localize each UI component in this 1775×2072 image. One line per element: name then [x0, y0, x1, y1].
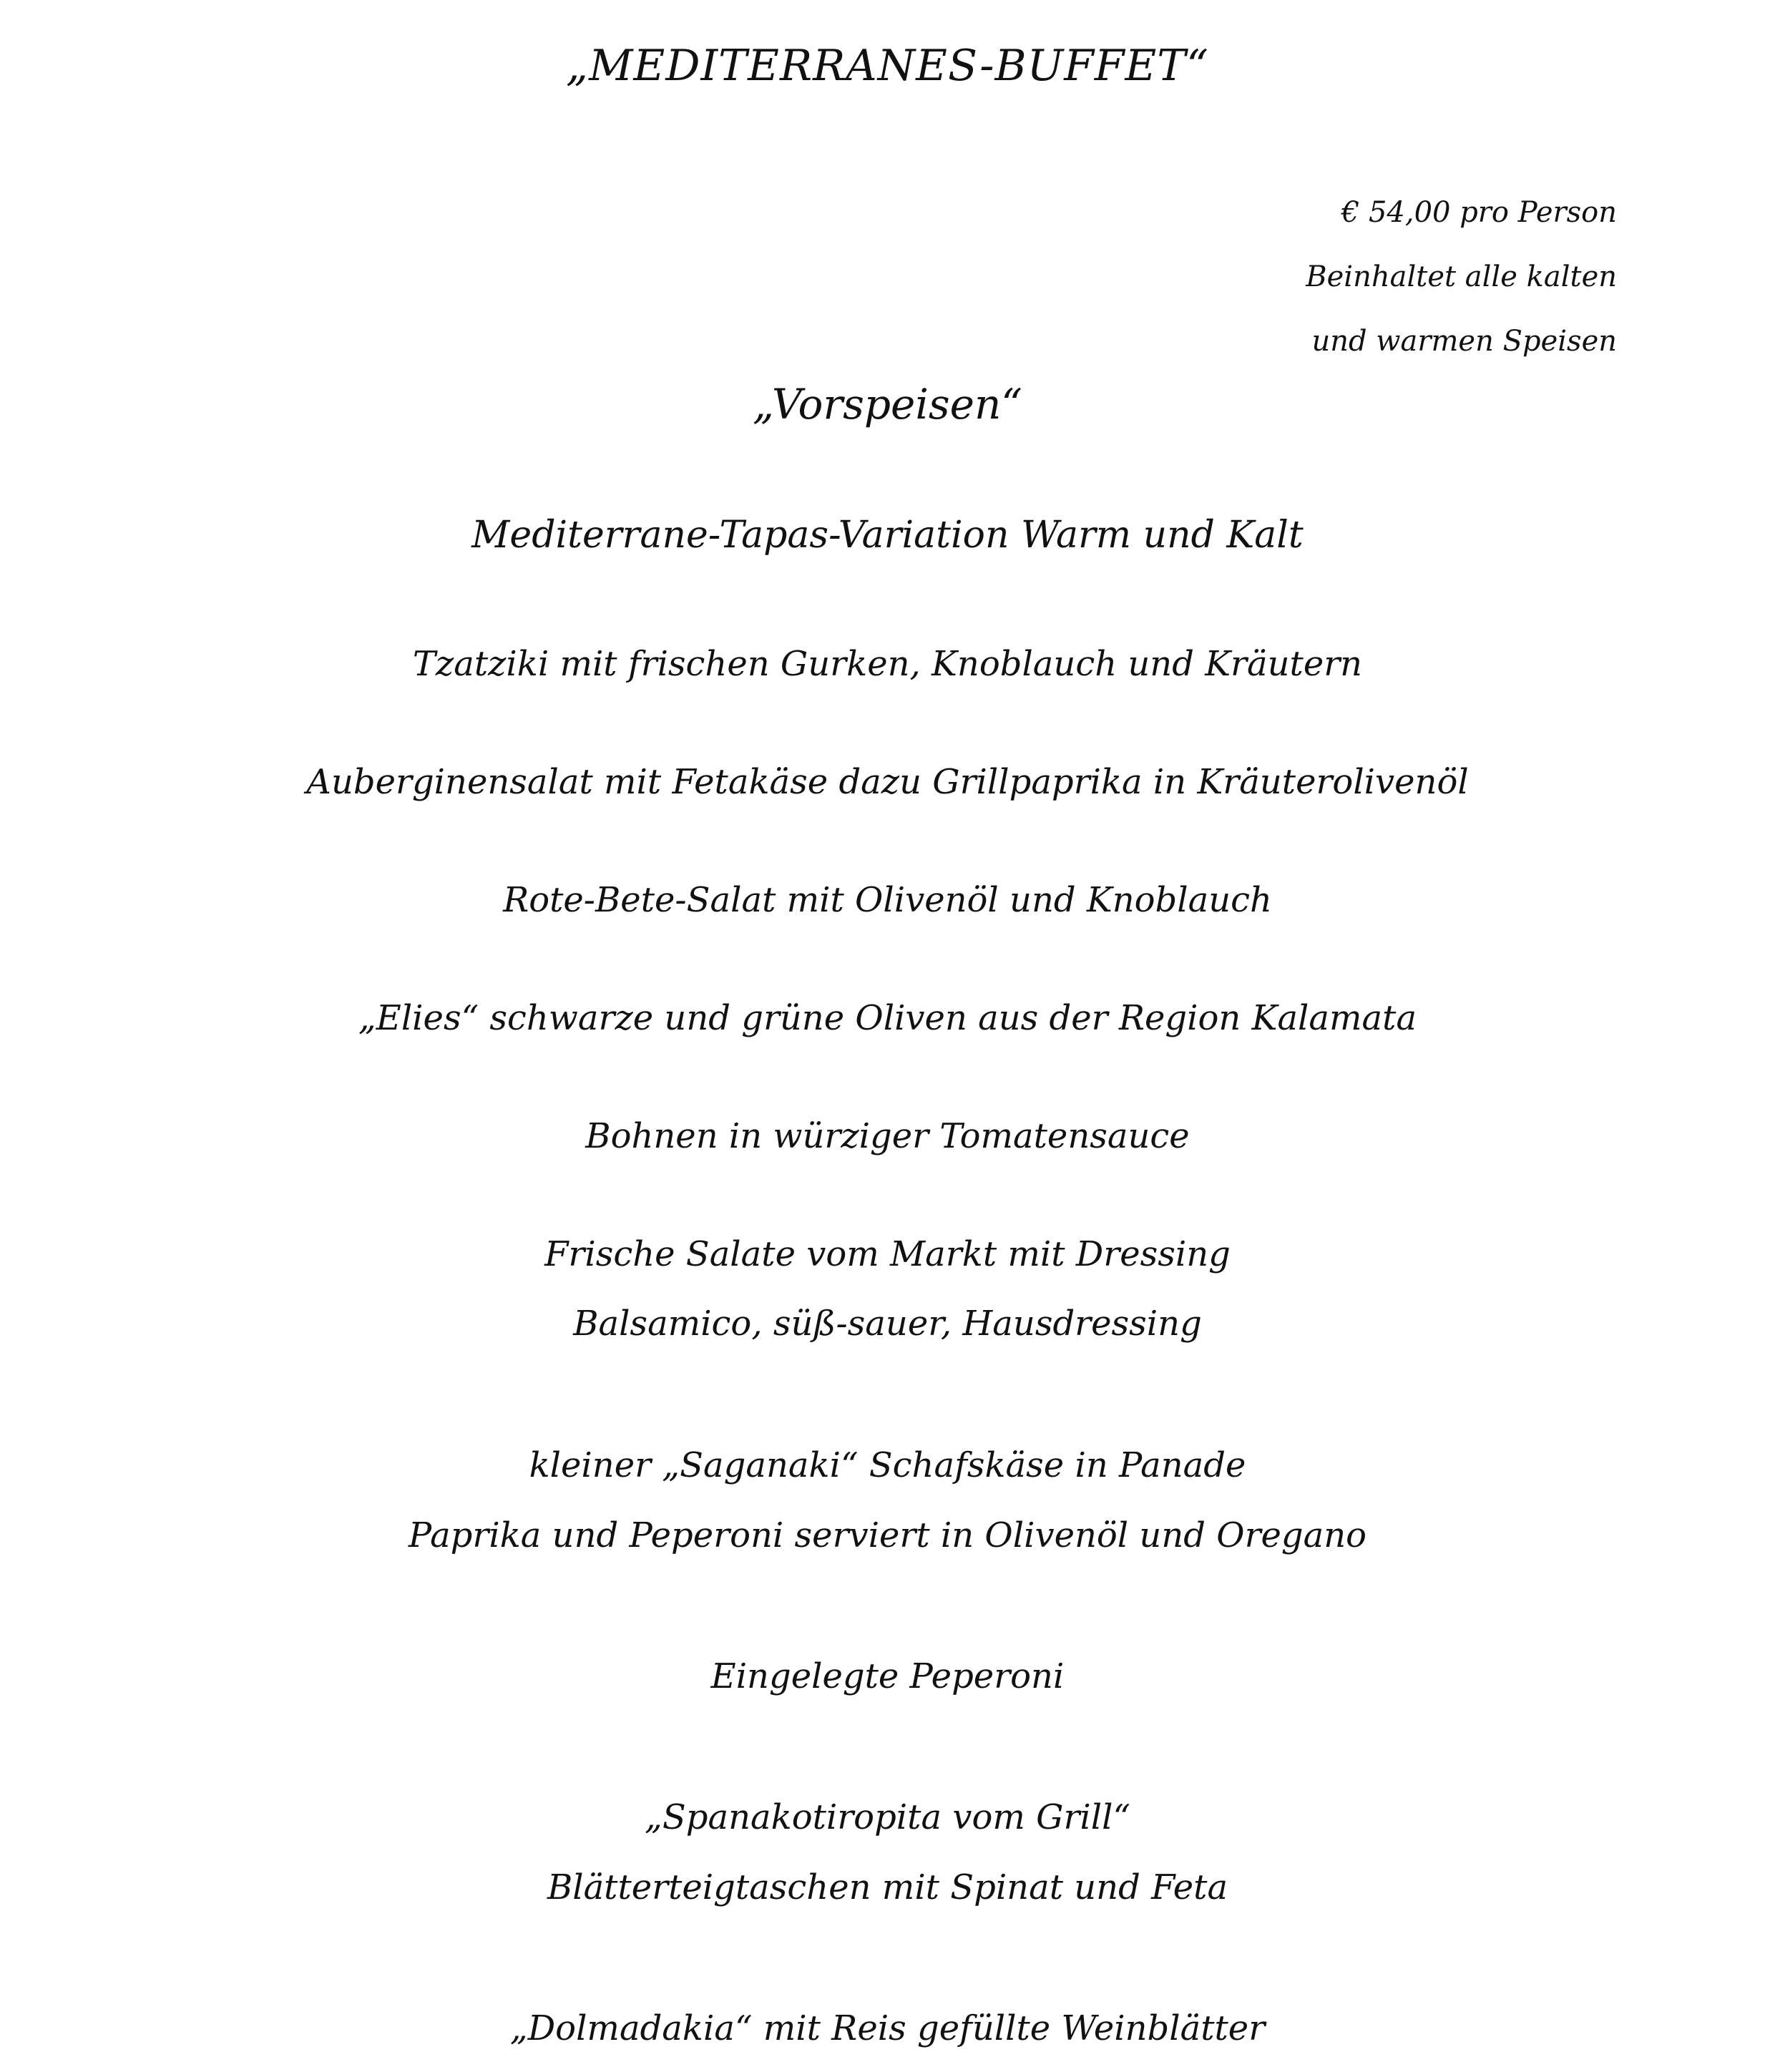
menu-item: „Elies“ schwarze und grüne Oliven aus der Region Kalamata — [358, 998, 1417, 1038]
price-block — [1306, 180, 1617, 373]
menu-item: Tzatziki mit frischen Gurken, Knoblauch und Kräutern — [412, 644, 1363, 684]
menu-item-detail: Blätterteigtaschen mit Spinat und Feta — [547, 1867, 1228, 1907]
section-title-vorspeisen: „Vorspeisen“ — [753, 380, 1022, 429]
price-note-line-1: Beinhaltet alle kalten — [1306, 260, 1617, 293]
menu-item: „Spanakotiropita vom Grill“ — [644, 1797, 1130, 1837]
menu-title: „MEDITERRANES-BUFFET“ — [566, 41, 1209, 91]
menu-item: Frische Salate vom Markt mit Dressing — [544, 1234, 1231, 1274]
menu-item-detail: Paprika und Peperoni serviert in Olivenöl und Oregano — [408, 1515, 1367, 1555]
menu-item-detail: Balsamico, süß-sauer, Hausdressing — [573, 1304, 1202, 1344]
menu-subtitle: Mediterrane-Tapas-Variation Warm und Kalt — [471, 514, 1304, 557]
menu-item: Eingelegte Peperoni — [710, 1656, 1065, 1696]
menu-item: Bohnen in würziger Tomatensauce — [585, 1116, 1190, 1156]
menu-item: kleiner „Saganaki“ Schafskäse in Panade — [529, 1445, 1246, 1485]
menu-item: „Dolmadakia“ mit Reis gefüllte Weinblätter — [509, 2008, 1266, 2048]
menu-item: Rote-Bete-Salat mit Olivenöl und Knoblauch — [503, 880, 1272, 920]
price-line: € 54,00 pro Person — [1341, 196, 1617, 229]
price-note-line-2: und warmen Speisen — [1311, 325, 1617, 358]
menu-item: Auberginensalat mit Fetakäse dazu Grillpaprika in Kräuterolivenöl — [306, 762, 1469, 802]
